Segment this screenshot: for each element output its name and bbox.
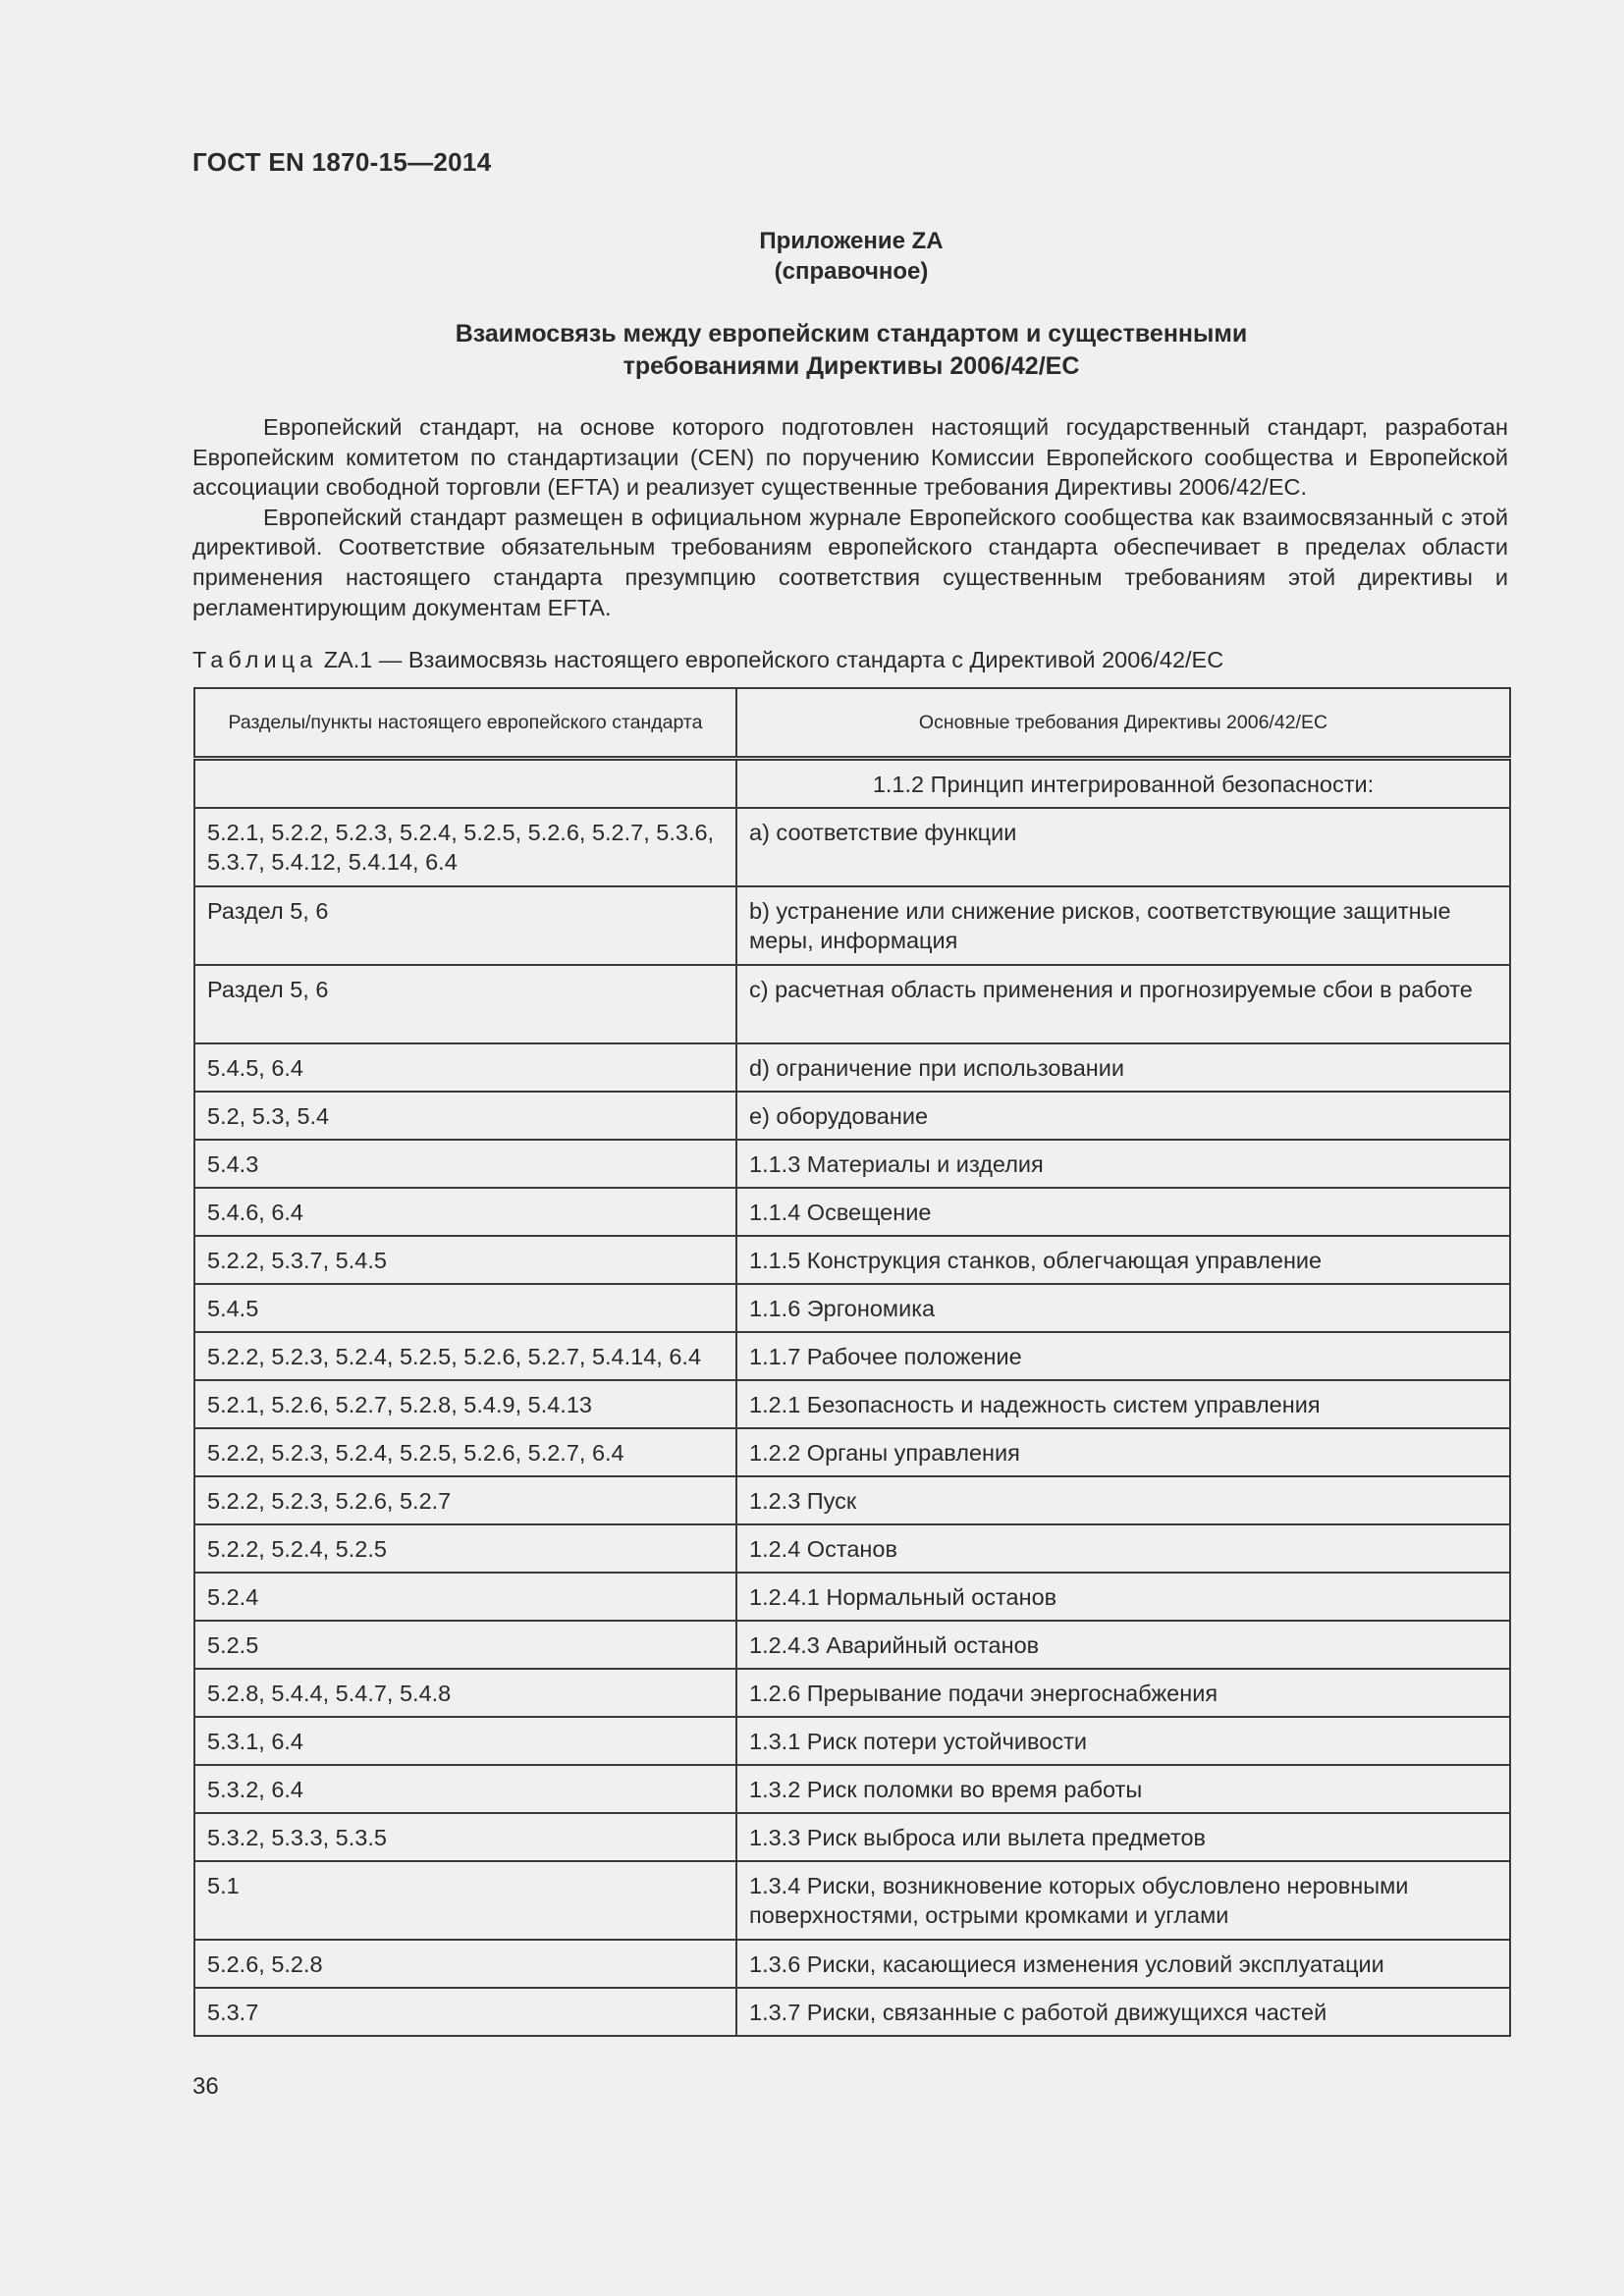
cell-requirement: 1.2.4 Останов [736,1524,1510,1573]
cell-sections: 5.2, 5.3, 5.4 [194,1092,736,1140]
page-number: 36 [192,2073,219,2100]
cell-requirement: 1.3.6 Риски, касающиеся изменения условий эксплуатации [736,1940,1510,1988]
cell-requirement: e) оборудование [736,1092,1510,1140]
cell-sections: 5.4.3 [194,1140,736,1188]
main-title-line-1: Взаимосвязь между европейским стандартом и существенными [455,320,1248,347]
table-row [194,1428,1510,1476]
table-row [194,1476,1510,1524]
cell-requirement: 1.3.4 Риски, возникновение которых обусловлено неровными поверхностями, острыми кромками и углами [736,1861,1510,1940]
cell-sections: 5.2.5 [194,1621,736,1669]
cell-requirement: c) расчетная область применения и прогнозируемые сбои в работе [736,965,1510,1043]
cell-sections: 5.2.8, 5.4.4, 5.4.7, 5.4.8 [194,1669,736,1717]
cell-sections: 5.3.1, 6.4 [194,1717,736,1765]
table-row [194,1717,1510,1765]
cell-requirement: 1.2.6 Прерывание подачи энергоснабжения [736,1669,1510,1717]
cell-sections: 5.2.1, 5.2.2, 5.2.3, 5.2.4, 5.2.5, 5.2.6, 5.2.7, 5.3.6, 5.3.7, 5.4.12, 5.4.14, 6.4 [194,808,736,886]
header-requirements: Основные требования Директивы 2006/42/ЕС [736,688,1510,759]
table-row [194,1284,1510,1332]
body-text [192,412,1508,622]
table-row [194,1332,1510,1380]
table-row [194,1621,1510,1669]
table-caption-label: Таблица [192,647,318,672]
table-row [194,1380,1510,1428]
cell-sections: 5.1 [194,1861,736,1940]
cell-sections: 5.2.2, 5.2.3, 5.2.4, 5.2.5, 5.2.6, 5.2.7, 5.4.14, 6.4 [194,1332,736,1380]
cell-sections: 5.2.2, 5.2.4, 5.2.5 [194,1524,736,1573]
cell-requirement: 1.2.1 Безопасность и надежность систем управления [736,1380,1510,1428]
table-row [194,759,1510,809]
table-row [194,1043,1510,1092]
document-code: ГОСТ EN 1870-15—2014 [192,147,492,177]
table-row [194,1988,1510,2036]
cell-requirement: 1.1.2 Принцип интегрированной безопасности: [736,759,1510,809]
requirements-table [193,687,1511,2037]
cell-requirement: 1.2.4.3 Аварийный останов [736,1621,1510,1669]
paragraph-1: Европейский стандарт, на основе которого подготовлен настоящий государственный стандарт, разработан Европейским комитетом по стандартизации (CEN) по поручению Комиссии Европейского сообщества и Европейской ассоциации свободной торговли (EFTA) и реализует существенные требования Директивы 2006/42/ЕС. [192,414,1508,501]
table-row [194,1188,1510,1236]
cell-requirement: 1.1.3 Материалы и изделия [736,1140,1510,1188]
cell-sections: 5.2.2, 5.2.3, 5.2.6, 5.2.7 [194,1476,736,1524]
table-row [194,1236,1510,1284]
cell-sections: 5.4.6, 6.4 [194,1188,736,1236]
main-title [0,318,1624,383]
cell-requirement: d) ограничение при использовании [736,1043,1510,1092]
cell-sections: 5.4.5 [194,1284,736,1332]
cell-requirement: 1.1.6 Эргономика [736,1284,1510,1332]
table-row [194,1092,1510,1140]
cell-requirement: 1.3.7 Риски, связанные с работой движущихся частей [736,1988,1510,2036]
cell-sections: 5.2.4 [194,1573,736,1621]
table-row [194,1813,1510,1861]
cell-requirement: 1.1.4 Освещение [736,1188,1510,1236]
table-caption-text: ZA.1 — Взаимосвязь настоящего европейского стандарта с Директивой 2006/42/ЕС [323,647,1224,672]
cell-sections: 5.2.2, 5.3.7, 5.4.5 [194,1236,736,1284]
cell-sections: 5.3.7 [194,1988,736,2036]
cell-requirement: 1.3.3 Риск выброса или вылета предметов [736,1813,1510,1861]
cell-requirement: 1.2.2 Органы управления [736,1428,1510,1476]
cell-requirement: b) устранение или снижение рисков, соответствующие защитные меры, информация [736,886,1510,965]
cell-sections: 5.2.2, 5.2.3, 5.2.4, 5.2.5, 5.2.6, 5.2.7, 6.4 [194,1428,736,1476]
table-row [194,1765,1510,1813]
table-body [194,759,1510,2037]
annex-subtitle: (справочное) [774,258,929,285]
cell-requirement: 1.1.5 Конструкция станков, облегчающая управление [736,1236,1510,1284]
table-row [194,1940,1510,1988]
table-caption [192,645,1223,674]
annex-heading [0,226,1624,287]
cell-requirement: 1.1.7 Рабочее положение [736,1332,1510,1380]
cell-sections: 5.2.1, 5.2.6, 5.2.7, 5.2.8, 5.4.9, 5.4.13 [194,1380,736,1428]
cell-sections [194,759,736,809]
cell-sections: Раздел 5, 6 [194,965,736,1043]
cell-sections: 5.2.6, 5.2.8 [194,1940,736,1988]
cell-sections: 5.4.5, 6.4 [194,1043,736,1092]
table-row [194,808,1510,886]
cell-requirement: 1.2.3 Пуск [736,1476,1510,1524]
paragraph-2: Европейский стандарт размещен в официальном журнале Европейского сообщества как взаимосвязанный с этой директивой. Соответствие обязательным требованиям европейского стандарта обеспечивает в пределах области применения настоящего стандарта презумпцию соответствия существенным требованиям этой директивы и регламентирующим документам EFTA. [192,504,1508,620]
table-row [194,1669,1510,1717]
table-row [194,1524,1510,1573]
annex-title: Приложение ZA [759,228,944,254]
cell-sections: Раздел 5, 6 [194,886,736,965]
cell-requirement: a) соответствие функции [736,808,1510,886]
cell-sections: 5.3.2, 6.4 [194,1765,736,1813]
cell-requirement: 1.2.4.1 Нормальный останов [736,1573,1510,1621]
main-title-line-2: требованиями Директивы 2006/42/ЕС [623,352,1080,380]
table-row [194,886,1510,965]
table-row [194,965,1510,1043]
table-header-row [194,688,1510,759]
header-sections: Разделы/пункты настоящего европейского стандарта [194,688,736,759]
cell-requirement: 1.3.1 Риск потери устойчивости [736,1717,1510,1765]
table-row [194,1140,1510,1188]
table-row [194,1861,1510,1940]
cell-requirement: 1.3.2 Риск поломки во время работы [736,1765,1510,1813]
table-row [194,1573,1510,1621]
cell-sections: 5.3.2, 5.3.3, 5.3.5 [194,1813,736,1861]
